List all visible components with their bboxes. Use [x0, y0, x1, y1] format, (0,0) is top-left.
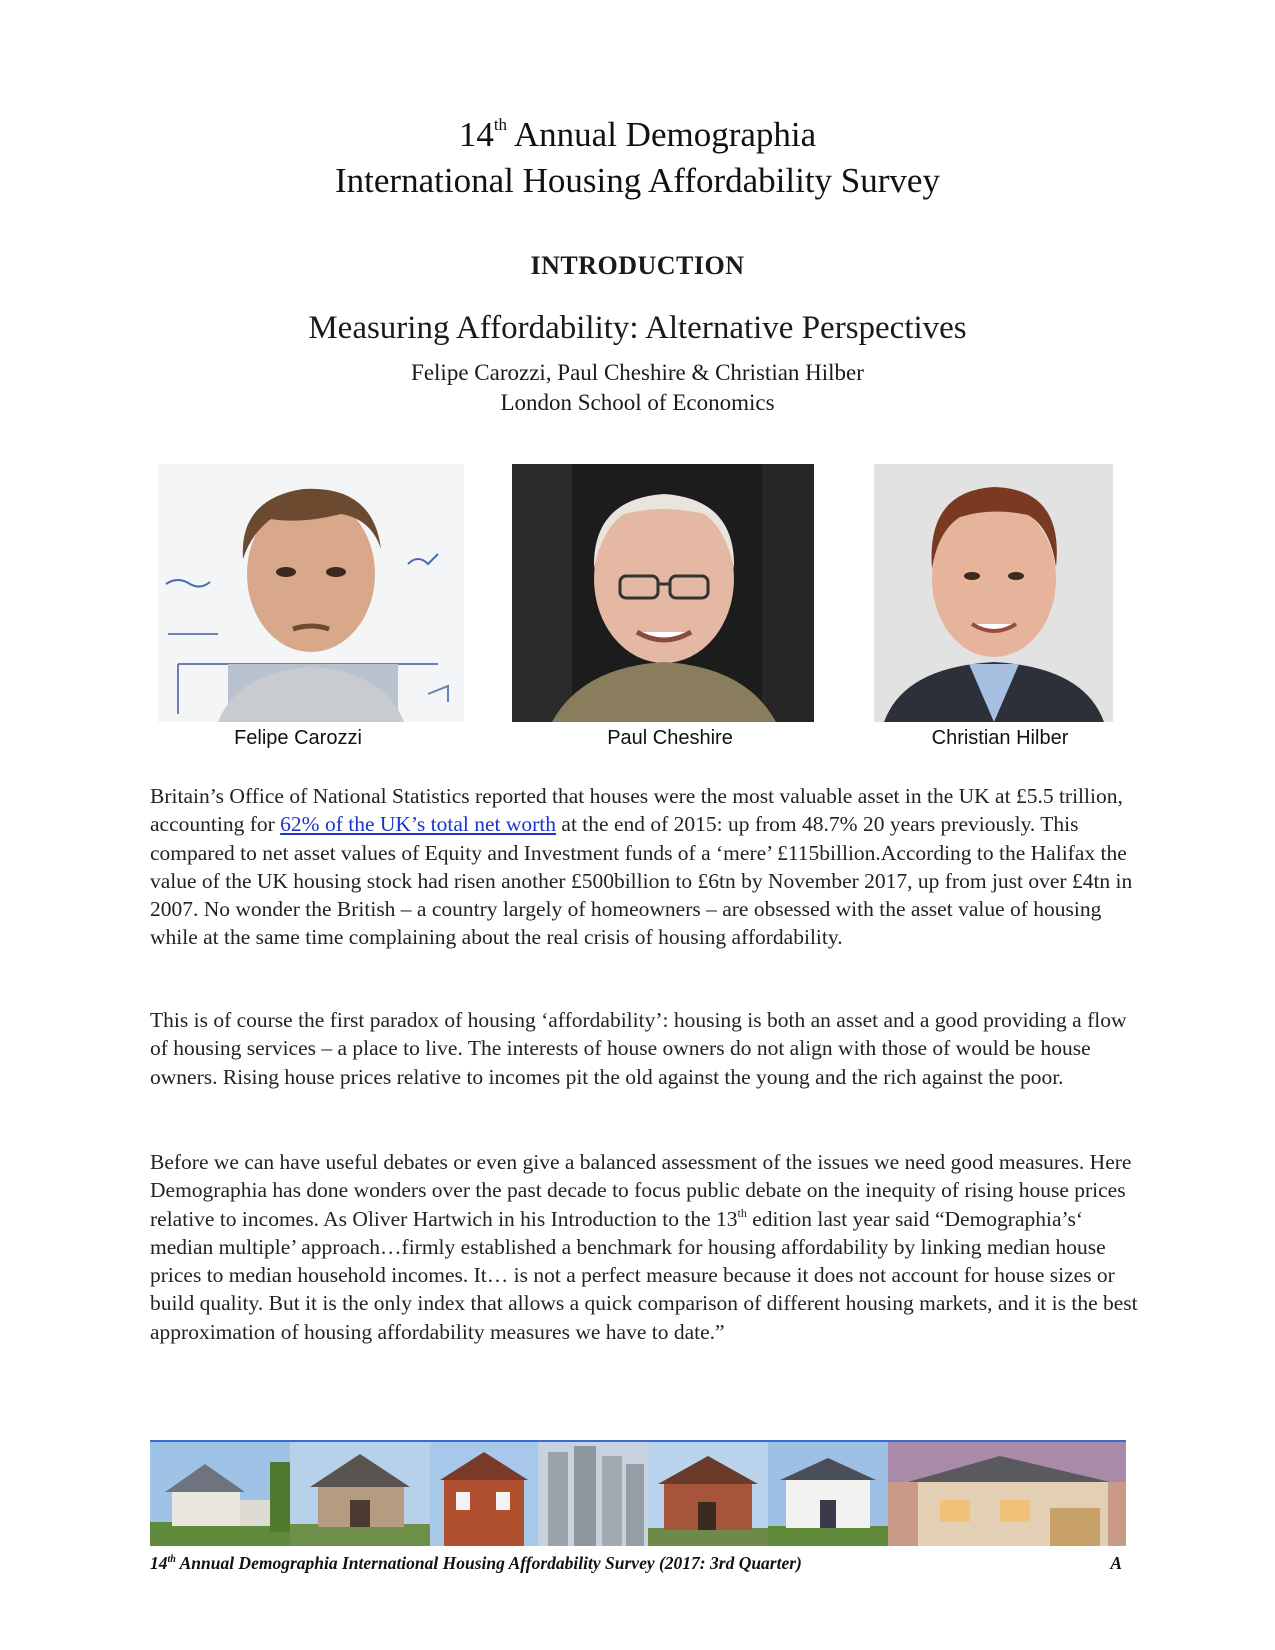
title-line-1-text: Annual Demographia: [507, 115, 817, 154]
house-image-2: [290, 1442, 430, 1546]
author-affiliation: London School of Economics: [500, 390, 775, 415]
house-image-7: [888, 1442, 1126, 1546]
house-image-3: [430, 1442, 538, 1546]
body-paragraph-3: [150, 1148, 1140, 1346]
paragraph-3-superscript: th: [737, 1205, 747, 1220]
page-number: A: [1110, 1553, 1122, 1573]
author-block: [0, 358, 1275, 418]
paragraph-1-text-start: Britain’s Office of National Statistics reported that houses were the most valuable asset in the UK at £5.5 trillion, accounting for: [150, 784, 1123, 837]
photo-felipe-carozzi: [158, 464, 464, 722]
title-line-2: International Housing Affordability Survey: [335, 161, 940, 200]
paragraph-3-text-end: edition last year said “Demographia’s‘ median multiple’ approach…firmly established a benchmark for housing affordability by linking median house prices to median household incomes. It… is not a perfect measure because it does not account for house sizes or build quality. But it is the only index that allows a quick comparison of different housing markets, and it is the best approximation of housing affordability measures we have to date.”: [150, 1206, 1138, 1344]
photo-christian-hilber: [874, 464, 1113, 722]
author-names: Felipe Carozzi, Paul Cheshire & Christian Hilber: [411, 360, 864, 385]
footer-text: [150, 1553, 802, 1573]
house-image-5: [648, 1442, 768, 1546]
footer-superscript: th: [167, 1554, 176, 1565]
page-footer: [150, 1553, 1122, 1574]
net-worth-link[interactable]: 62% of the UK’s total net worth: [280, 812, 557, 837]
footer-title: Annual Demographia International Housing Affordability Survey (2017: 3rd Quarter): [175, 1553, 802, 1573]
house-image-6: [768, 1442, 888, 1546]
photo-caption-carozzi: Felipe Carozzi: [234, 727, 362, 749]
houses-banner: [150, 1440, 1126, 1546]
photo-paul-cheshire: [512, 464, 814, 722]
house-image-4: [538, 1442, 648, 1546]
article-subtitle: Measuring Affordability: Alternative Perspectives: [308, 310, 967, 346]
photo-caption-cheshire: Paul Cheshire: [607, 727, 733, 749]
title-superscript: th: [493, 115, 508, 134]
house-image-1: [150, 1442, 290, 1546]
footer-number: 14: [150, 1553, 168, 1573]
title-line-1: [0, 112, 1275, 158]
title-number: 14: [458, 115, 494, 154]
body-paragraph-1: [150, 782, 1140, 952]
photo-caption-hilber: Christian Hilber: [931, 727, 1069, 749]
paragraph-1-text-end: at the end of 2015: up from 48.7% 20 years previously. This compared to net asset values of Equity and Investment funds of a ‘mere’ £115billion.According to the Halifax the value of the UK housing stock had risen another £500billion to £6tn by November 2017, up from just over £4tn in 2007. No wonder the British – a country largely of homeowners – are obsessed with the asset value of housing while at the same time complaining about the real crisis of housing affordability.: [150, 812, 1133, 950]
body-paragraph-2: This is of course the first paradox of housing ‘affordability’: housing is both an asset and a good providing a flow of housing services – a place to live. The interests of house owners do not align with those of would be house owners. Rising house prices relative to incomes pit the old against the young and the rich against the poor.: [150, 1008, 1127, 1089]
section-heading: INTRODUCTION: [530, 251, 745, 280]
document-title: [0, 112, 1275, 204]
paragraph-3-text-start: Before we can have useful debates or even give a balanced assessment of the issues we need good measures. Here Demographia has done wonders over the past decade to focus public debate on the inequity of rising house prices relative to incomes. As Oliver Hartwich in his Introduction to the 13: [150, 1150, 1132, 1231]
